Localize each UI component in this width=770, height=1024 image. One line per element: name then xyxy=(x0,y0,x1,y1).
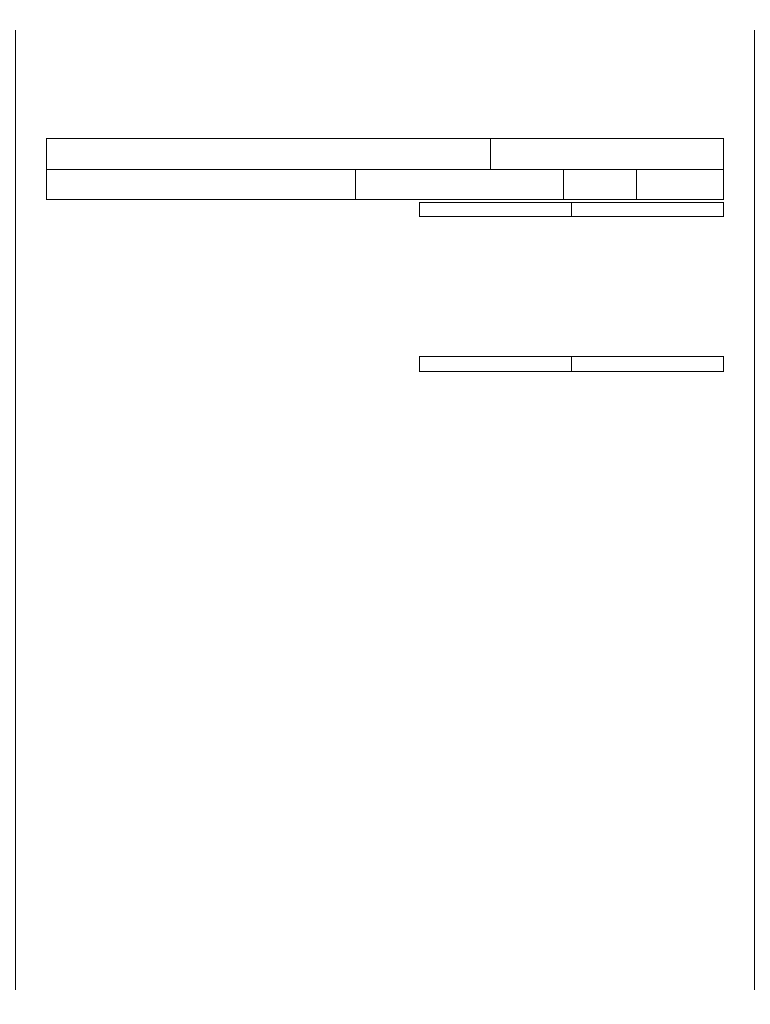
ruler-bottom-row1 xyxy=(0,992,770,1007)
ruler-left xyxy=(0,30,16,990)
ruler-top-row1 xyxy=(0,0,770,15)
divider xyxy=(355,169,356,200)
divider xyxy=(490,138,491,169)
ruler-right xyxy=(754,30,770,990)
ruler-bottom-row2 xyxy=(0,1007,770,1022)
divider xyxy=(636,169,637,200)
divider xyxy=(571,202,572,217)
divider xyxy=(571,356,572,372)
ruler-top-row2 xyxy=(0,15,770,30)
divider xyxy=(46,169,724,170)
divider xyxy=(563,169,564,200)
